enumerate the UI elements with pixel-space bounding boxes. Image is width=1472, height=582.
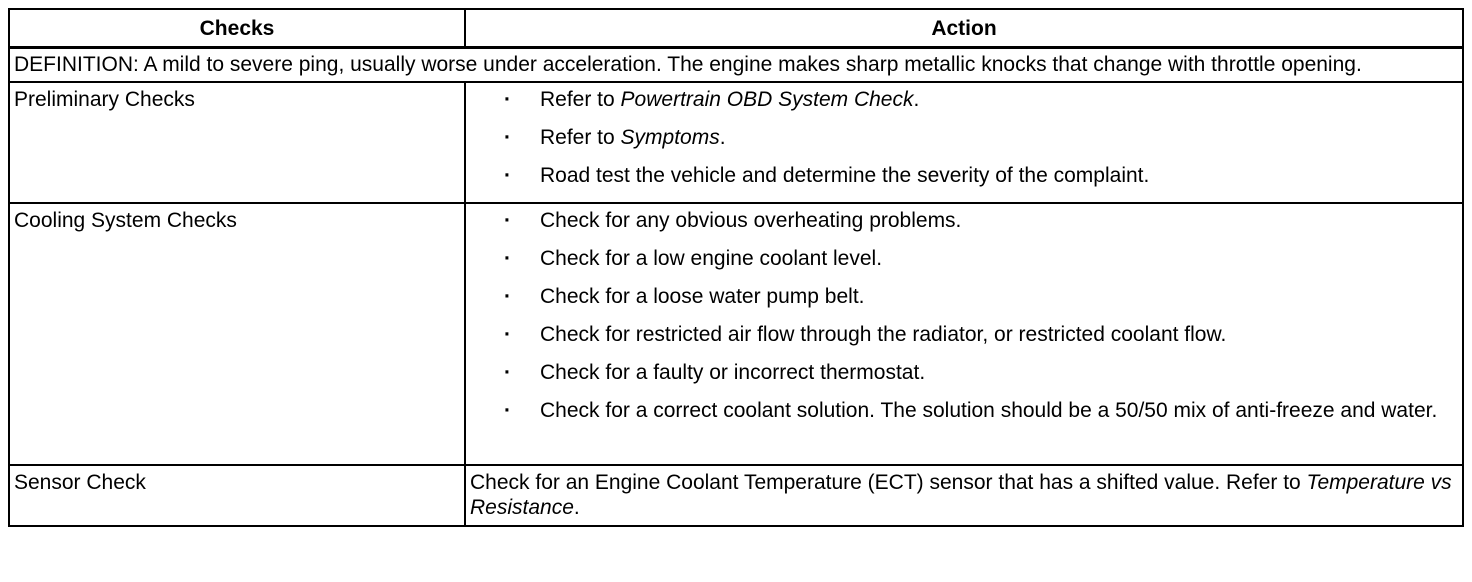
- action-suffix: .: [719, 126, 726, 149]
- bullet-icon: ·: [504, 323, 511, 346]
- list-item: [496, 360, 1452, 385]
- diagnostic-table: [8, 8, 1464, 527]
- header-checks: Checks: [9, 9, 465, 48]
- list-item: [496, 87, 1452, 112]
- header-row: [9, 9, 1463, 48]
- actions-preliminary: [465, 82, 1463, 203]
- check-name-preliminary: Preliminary Checks: [9, 82, 465, 203]
- list-item: [496, 125, 1452, 150]
- bullet-icon: ·: [504, 88, 511, 111]
- bullet-icon: ·: [504, 399, 511, 422]
- bullet-icon: ·: [504, 209, 511, 232]
- action-text: Check for any obvious overheating problems.: [540, 209, 962, 232]
- action-list-preliminary: [496, 87, 1452, 188]
- table-row-sensor-check: [9, 465, 1463, 526]
- action-text: Check for an Engine Coolant Temperature (ECT) sensor that has a shifted value. Refer to: [470, 471, 1307, 494]
- bullet-icon: ·: [504, 247, 511, 270]
- table-row-preliminary-checks: [9, 82, 1463, 203]
- bullet-icon: ·: [504, 361, 511, 384]
- list-item: [496, 398, 1452, 423]
- definition-row: [9, 48, 1463, 83]
- action-list-cooling: [496, 208, 1452, 423]
- list-item: [496, 163, 1452, 188]
- bullet-icon: ·: [504, 164, 511, 187]
- action-text: Check for a low engine coolant level.: [540, 247, 883, 270]
- list-item: [496, 208, 1452, 233]
- bullet-icon: ·: [504, 126, 511, 149]
- list-item: [496, 322, 1452, 347]
- action-text: Refer to: [540, 88, 621, 111]
- diagnostic-table-sheet: [8, 8, 1462, 527]
- action-text: Check for a loose water pump belt.: [540, 285, 865, 308]
- header-action: Action: [465, 9, 1463, 48]
- list-item: [496, 246, 1452, 271]
- action-text: Check for a correct coolant solution. The solution should be a 50/50 mix of anti-freeze and water.: [540, 399, 1438, 422]
- action-sensor: [465, 465, 1463, 526]
- list-item: [496, 284, 1452, 309]
- action-text: Refer to: [540, 126, 621, 149]
- table-row-cooling-system-checks: [9, 203, 1463, 465]
- action-text: Road test the vehicle and determine the severity of the complaint.: [540, 164, 1150, 187]
- action-suffix: .: [573, 496, 580, 519]
- check-name-cooling: Cooling System Checks: [9, 203, 465, 465]
- bullet-icon: ·: [504, 285, 511, 308]
- action-text: Check for a faulty or incorrect thermostat.: [540, 361, 926, 384]
- action-reference: Temperature vs Resistance: [470, 471, 1452, 519]
- definition-text: DEFINITION: A mild to severe ping, usually worse under acceleration. The engine makes sharp metallic knocks that change with throttle opening.: [9, 48, 1463, 83]
- action-suffix: .: [913, 88, 920, 111]
- check-name-sensor: Sensor Check: [9, 465, 465, 526]
- actions-cooling: [465, 203, 1463, 465]
- action-text: Check for restricted air flow through the radiator, or restricted coolant flow.: [540, 323, 1227, 346]
- action-reference: Powertrain OBD System Check: [620, 88, 914, 111]
- action-reference: Symptoms: [620, 126, 720, 149]
